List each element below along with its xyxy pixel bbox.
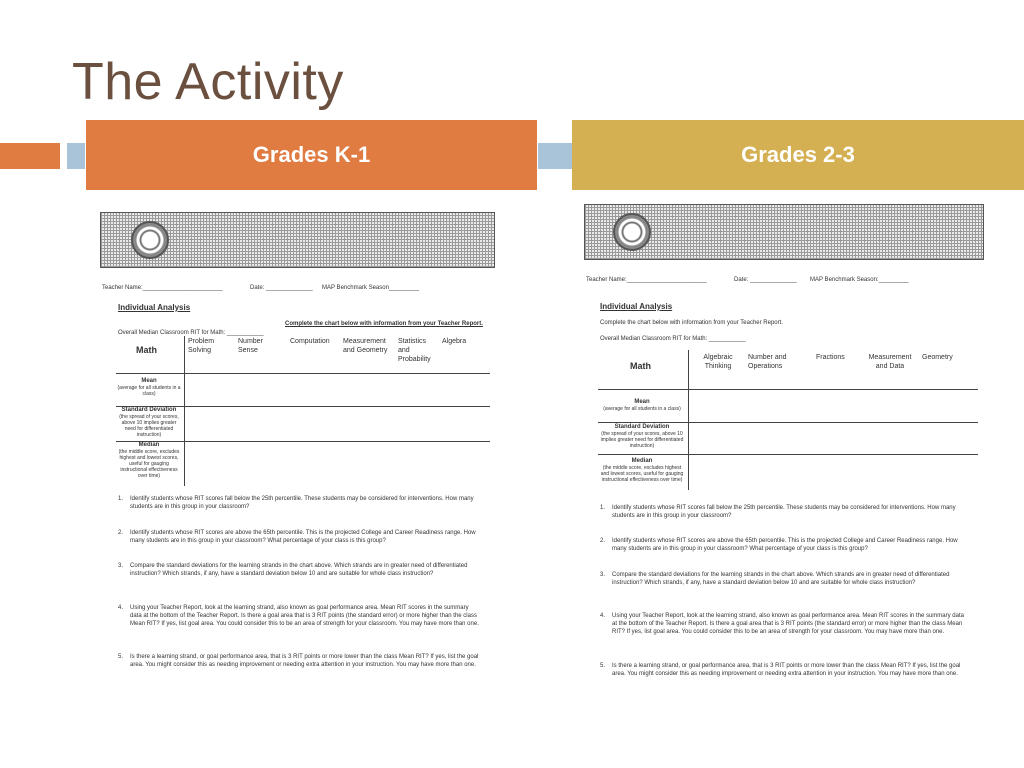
- teacher-name-line: Teacher Name:________________________: [586, 277, 707, 283]
- row-mean: [598, 399, 686, 412]
- individual-analysis-heading: Individual Analysis: [118, 303, 191, 312]
- row-label: Standard Deviation: [614, 424, 670, 430]
- row-standard-deviation: [116, 407, 182, 438]
- table-title: Math: [136, 345, 157, 355]
- table-rule: [688, 350, 689, 490]
- column-header: Algebra: [442, 338, 467, 345]
- school-seal-icon: [131, 221, 169, 259]
- column-header: Number and Operations: [748, 354, 787, 370]
- question-item: [118, 653, 480, 681]
- column-header: Computation: [290, 338, 330, 345]
- question-item: [600, 662, 968, 690]
- question-item: [600, 571, 968, 599]
- question-item: [600, 612, 968, 646]
- table-rule: [598, 389, 978, 390]
- row-description: (average for all students in a class): [603, 406, 681, 412]
- worksheet-banner: [100, 212, 495, 268]
- question-item: [118, 495, 480, 515]
- question-number: 2.: [600, 538, 606, 544]
- row-label: Mean: [141, 378, 157, 384]
- question-number: 3.: [118, 563, 124, 569]
- date-line: Date: ______________: [734, 277, 797, 283]
- column-header: Measurement and Data: [868, 354, 912, 370]
- question-text: Compare the standard deviations for the learning strands in the chart above. Which strands are in greater need of differentiated instruction? Which strands, if any, have a standard deviation below 10 and are suitable for whole class instruction?: [612, 572, 950, 586]
- overall-median-line: Overall Median Classroom RIT for Math: ___________: [600, 336, 746, 342]
- grades-k1-header: Grades K-1: [86, 120, 537, 190]
- row-standard-deviation: [598, 424, 686, 449]
- row-description: (the spread of your scores, above 10 implies greater need for differentiated instruction): [119, 414, 179, 438]
- row-label: Mean: [634, 399, 650, 405]
- season-line: MAP Benchmark Season_________: [322, 285, 419, 291]
- question-number: 4.: [118, 605, 124, 611]
- teacher-name-line: Teacher Name:________________________: [102, 285, 223, 291]
- table-rule: [598, 422, 978, 423]
- question-number: 2.: [118, 530, 124, 536]
- row-label: Standard Deviation: [121, 407, 177, 413]
- column-header: Problem Solving: [188, 338, 215, 354]
- worksheet-k1: [100, 212, 495, 692]
- column-header: Geometry: [922, 354, 953, 361]
- question-number: 4.: [600, 613, 606, 619]
- column-header: Statistics and Probability: [398, 338, 431, 363]
- school-seal-icon: [613, 213, 651, 251]
- row-description: (the middle score, excludes highest and lowest scores, useful for gauging instructional effectiveness over time): [600, 465, 684, 483]
- column-header: Measurement and Geometry: [343, 338, 388, 354]
- question-item: [600, 504, 968, 524]
- question-text: Using your Teacher Report, look at the learning strand, also known as goal performance area. Mean RIT scores in the summary data at the bottom of the Teacher Report. Is there a goal area that is 3 RIT points (the standard error) or more higher than the class Mean RIT? If yes, list goal area. You could consider this to be an area of strength for your classroom. You may have more than one.: [612, 613, 964, 635]
- question-item: [118, 604, 480, 638]
- season-line: MAP Benchmark Season:_________: [810, 277, 909, 283]
- column-header: Algebraic Thinking: [703, 354, 733, 370]
- decor-strip-orange: [0, 143, 60, 169]
- row-mean: [116, 378, 182, 397]
- question-text: Is there a learning strand, or goal performance area, that is 3 RIT points or more lower than the class Mean RIT? If yes, list the goal area. You might consider this as needing improvement or needing extra attention in your instruction. You may have more than one.: [612, 663, 961, 677]
- column-header: Fractions: [816, 354, 845, 361]
- question-number: 5.: [600, 663, 606, 669]
- complete-chart-text: Complete the chart below with information from your Teacher Report.: [600, 320, 783, 326]
- date-line: Date: ______________: [250, 285, 313, 291]
- worksheet-banner: [584, 204, 984, 260]
- row-label: Median: [631, 458, 653, 464]
- question-item: [118, 529, 480, 549]
- table-rule: [116, 373, 490, 374]
- row-description: (the middle score, excludes highest and lowest scores, useful for gauging instructional effectiveness over time): [118, 449, 180, 479]
- row-description: (the spread of your scores, above 10 implies greater need for differentiated instruction): [600, 431, 684, 449]
- table-title: Math: [630, 361, 651, 371]
- question-text: Compare the standard deviations for the learning strands in the chart above. Which strands are in greater need of differentiated instruction? Which strands, if any, have a standard deviation below 10 and are suitable for whole class instruction?: [130, 563, 468, 577]
- table-rule: [598, 454, 978, 455]
- question-number: 5.: [118, 654, 124, 660]
- row-label: Median: [138, 442, 160, 448]
- question-number: 3.: [600, 572, 606, 578]
- row-description: (average for all students in a class): [117, 385, 181, 397]
- slide-title: The Activity: [72, 53, 344, 111]
- row-median: [116, 442, 182, 479]
- overall-median-line: Overall Median Classroom RIT for Math: ___________: [118, 330, 264, 336]
- individual-analysis-heading: Individual Analysis: [600, 302, 673, 311]
- question-text: Using your Teacher Report, look at the learning strand, also known as goal performance area. Mean RIT scores in the summary data at the bottom of the Teacher Report. Is there a goal area that is 3 RIT points (the standard error) or more higher than the class Mean RIT? If yes, list goal area. You could consider this to be an area of strength for your classroom. You may have more than one.: [130, 605, 479, 627]
- question-text: Identify students whose RIT scores are above the 65th percentile. This is the projected College and Career Readiness range. How many students are in this group in your classroom? What percentage of your class is this group?: [612, 538, 958, 552]
- question-text: Is there a learning strand, or goal performance area, that is 3 RIT points or more lower than the class Mean RIT? If yes, list the goal area. You might consider this as needing improvement or needing extra attention in your instruction. You may have more than one.: [130, 654, 479, 668]
- question-text: Identify students whose RIT scores fall below the 25th percentile. These students may be considered for interventions. How many students are in this group in your classroom?: [612, 505, 956, 519]
- question-item: [600, 537, 968, 557]
- table-rule: [184, 336, 185, 486]
- worksheet-2-3: [584, 204, 984, 694]
- question-number: 1.: [600, 505, 606, 511]
- grades-2-3-header: Grades 2-3: [572, 120, 1024, 190]
- complete-chart-text: Complete the chart below with information from your Teacher Report.: [285, 321, 483, 327]
- row-median: [598, 458, 686, 483]
- question-text: Identify students whose RIT scores fall below the 25th percentile. These students may be considered for interventions. How many students are in this group in your classroom?: [130, 496, 474, 510]
- question-number: 1.: [118, 496, 124, 502]
- question-text: Identify students whose RIT scores are above the 65th percentile. This is the projected College and Career Readiness range. How many students are in this group in your classroom? What percentage of your class is this group?: [130, 530, 476, 544]
- column-header: Number Sense: [238, 338, 263, 354]
- decor-strip-blue-middle: [538, 143, 572, 169]
- decor-strip-blue-left: [67, 143, 85, 169]
- question-item: [118, 562, 480, 590]
